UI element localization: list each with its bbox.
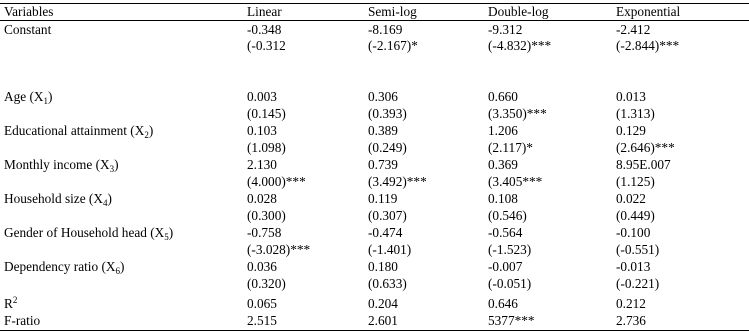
stat-household-size-semilog: (0.307) — [368, 208, 407, 223]
stat-household-size-linear: (0.300) — [247, 208, 286, 223]
stat-constant-linear: (-0.312 — [247, 38, 286, 53]
coef-income-semilog: 0.739 — [368, 157, 398, 172]
coef-age-linear: 0.003 — [247, 89, 277, 104]
header-double-log: Double-log — [488, 4, 549, 19]
stat-education-semilog: (0.249) — [368, 140, 407, 155]
coef-household-size-linear: 0.028 — [247, 191, 277, 206]
coef-gender-linear: -0.758 — [247, 225, 282, 240]
coef-household-size-exponential: 0.022 — [616, 191, 646, 206]
coef-r-squared-doublelog: 0.646 — [488, 296, 518, 311]
coef-dependency-semilog: 0.180 — [368, 259, 398, 274]
stat-constant-exponential: (-2.844)*** — [616, 38, 680, 53]
row-label-age: Age $(X_1)$ — [4, 89, 53, 106]
coef-gender-exponential: -0.100 — [616, 225, 651, 240]
stat-gender-doublelog: (-1.523) — [488, 242, 532, 257]
stat-constant-semilog: (-2.167)* — [368, 38, 418, 53]
stat-constant-doublelog: (-4.832)*** — [488, 38, 552, 53]
coef-r-squared-linear: 0.065 — [247, 296, 277, 311]
coef-r-squared-semilog: 0.204 — [368, 296, 398, 311]
stat-household-size-exponential: (0.449) — [616, 208, 655, 223]
stat-age-doublelog: (3.350)*** — [488, 106, 547, 121]
table-bottom-rule — [0, 330, 749, 331]
stat-dependency-doublelog: (-0.051) — [488, 276, 532, 291]
stat-dependency-exponential: (-0.221) — [616, 276, 660, 291]
coef-constant-doublelog: -9.312 — [488, 22, 523, 37]
coef-age-exponential: 0.013 — [616, 89, 646, 104]
header-linear: Linear — [247, 4, 282, 19]
row-label-constant: Constant — [4, 22, 52, 37]
table-header-rule — [0, 20, 749, 21]
stat-gender-linear: (-3.028)*** — [247, 242, 311, 257]
coef-age-semilog: 0.306 — [368, 89, 398, 104]
coef-household-size-semilog: 0.119 — [368, 191, 398, 206]
header-exponential: Exponential — [616, 4, 681, 19]
stat-dependency-linear: (0.320) — [247, 276, 286, 291]
coef-f-ratio-exponential: 2.736 — [616, 313, 646, 328]
row-label-dependency: Dependency ratio $(X_6)$ — [4, 259, 125, 276]
stat-income-semilog: (3.492)*** — [368, 174, 427, 189]
coef-income-doublelog: 0.369 — [488, 157, 518, 172]
stat-dependency-semilog: (0.633) — [368, 276, 407, 291]
stat-age-semilog: (0.393) — [368, 106, 407, 121]
row-label-r-squared: $R^2$ — [4, 295, 18, 311]
stat-income-linear: (4.000)*** — [247, 174, 306, 189]
coef-education-exponential: 0.129 — [616, 123, 646, 138]
coef-f-ratio-linear: 2.515 — [247, 313, 277, 328]
coef-income-exponential: 8.95E.007 — [616, 157, 671, 172]
coef-age-doublelog: 0.660 — [488, 89, 518, 104]
stat-education-doublelog: (2.117)* — [488, 140, 533, 155]
row-label-education: Educational attainment $(X_2)$ — [4, 123, 154, 140]
header-variables: Variables — [4, 4, 54, 19]
stat-income-doublelog: (3.405*** — [488, 174, 543, 189]
row-label-income: Monthly income $(X_3)$ — [4, 157, 119, 174]
stat-age-linear: (0.145) — [247, 106, 286, 121]
coef-constant-exponential: -2.412 — [616, 22, 651, 37]
coef-dependency-exponential: -0.013 — [616, 259, 651, 274]
stat-income-exponential: (1.125) — [616, 174, 655, 189]
coef-constant-linear: -0.348 — [247, 22, 282, 37]
coef-constant-semilog: -8.169 — [368, 22, 403, 37]
coef-dependency-doublelog: -0.007 — [488, 259, 523, 274]
stat-gender-semilog: (-1.401) — [368, 242, 412, 257]
coef-education-semilog: 0.389 — [368, 123, 398, 138]
row-label-gender: Gender of Household head $(X_5)$ — [4, 225, 174, 242]
stat-age-exponential: (1.313) — [616, 106, 655, 121]
row-label-f-ratio: F-ratio — [4, 313, 41, 328]
coef-gender-doublelog: -0.564 — [488, 225, 523, 240]
stat-household-size-doublelog: (0.546) — [488, 208, 527, 223]
row-label-household-size: Household size $(X_4)$ — [4, 191, 112, 208]
coef-education-linear: 0.103 — [247, 123, 277, 138]
coef-household-size-doublelog: 0.108 — [488, 191, 518, 206]
stat-gender-exponential: (-0.551) — [616, 242, 660, 257]
coef-income-linear: 2.130 — [247, 157, 277, 172]
stat-education-exponential: (2.646)*** — [616, 140, 675, 155]
coef-education-doublelog: 1.206 — [488, 123, 518, 138]
stat-education-linear: (1.098) — [247, 140, 286, 155]
coef-dependency-linear: 0.036 — [247, 259, 277, 274]
coef-r-squared-exponential: 0.212 — [616, 296, 646, 311]
coef-gender-semilog: -0.474 — [368, 225, 403, 240]
coef-f-ratio-doublelog: 5377*** — [488, 313, 535, 328]
header-semi-log: Semi-log — [368, 4, 417, 19]
coef-f-ratio-semilog: 2.601 — [368, 313, 398, 328]
